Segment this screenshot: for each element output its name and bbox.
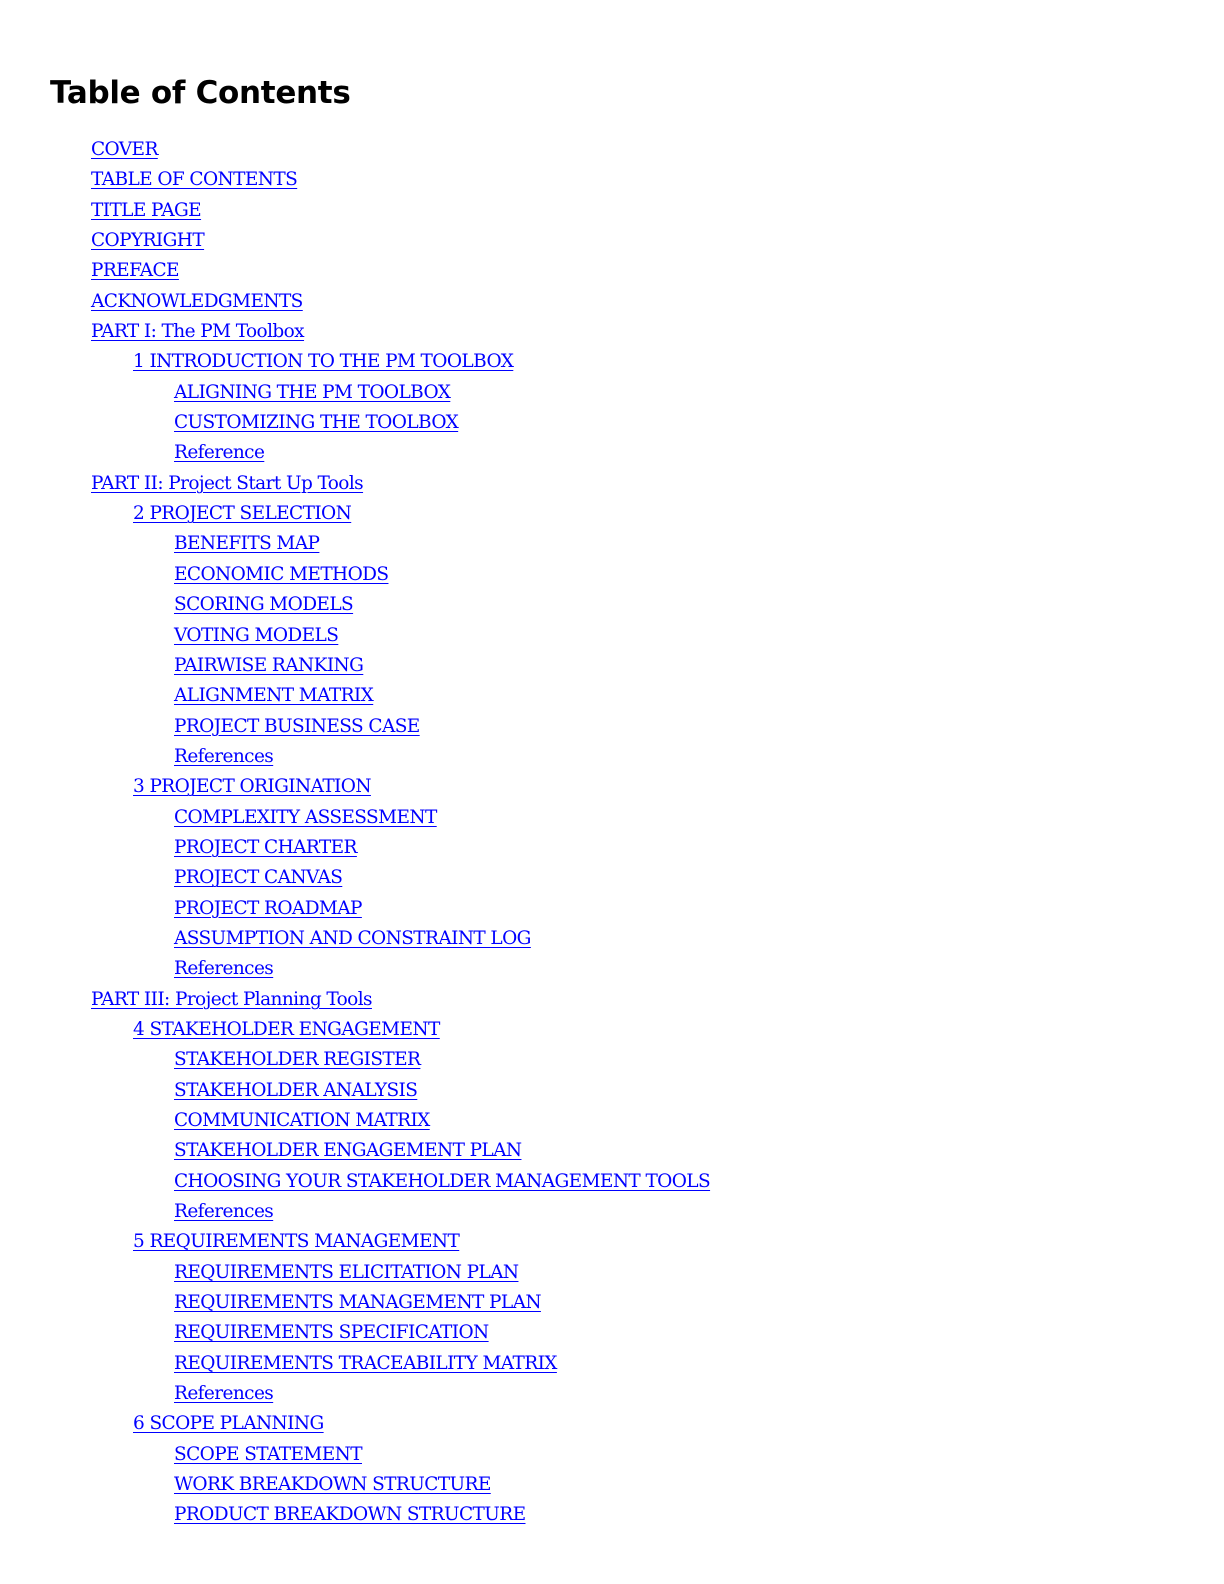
toc-link[interactable]: CHOOSING YOUR STAKEHOLDER MANAGEMENT TOOLS [174,1170,711,1192]
toc-link[interactable]: REQUIREMENTS TRACEABILITY MATRIX [174,1352,557,1374]
toc-entry [0,1106,1224,1136]
toc-entry [0,924,1224,954]
toc-link[interactable]: ALIGNMENT MATRIX [174,685,374,707]
toc-entry [0,1349,1224,1379]
toc-entry [0,469,1224,499]
toc-entry [0,1288,1224,1318]
toc-entry [0,287,1224,317]
toc-link[interactable]: PROJECT ROADMAP [174,897,362,919]
toc-entry [0,378,1224,408]
toc-link[interactable]: REQUIREMENTS SPECIFICATION [174,1322,489,1344]
toc-entry [0,621,1224,651]
toc-link[interactable]: 1 INTRODUCTION TO THE PM TOOLBOX [133,351,514,373]
toc-link[interactable]: PART II: Project Start Up Tools [91,472,364,494]
toc-link[interactable]: SCOPE STATEMENT [174,1443,362,1465]
toc-link[interactable]: ECONOMIC METHODS [174,563,389,585]
toc-link[interactable]: PROJECT CANVAS [174,867,343,889]
toc-link[interactable]: ALIGNING THE PM TOOLBOX [174,381,451,403]
toc-entry [0,408,1224,438]
toc-link[interactable]: COMMUNICATION MATRIX [174,1110,430,1131]
toc-entry [0,1227,1224,1257]
toc-link[interactable]: 5 REQUIREMENTS MANAGEMENT [133,1231,460,1253]
toc-entry [0,954,1224,984]
toc-link[interactable]: ASSUMPTION AND CONSTRAINT LOG [174,927,531,949]
toc-link[interactable]: PAIRWISE RANKING [174,654,364,676]
toc-entry [0,499,1224,529]
toc-entry [0,712,1224,742]
toc-entry [0,1076,1224,1106]
toc-link[interactable]: PROJECT CHARTER [174,836,357,858]
toc-link[interactable]: WORK BREAKDOWN STRUCTURE [174,1474,491,1496]
toc-entry [0,1440,1224,1470]
toc-entry [0,1197,1224,1227]
toc-entry [0,529,1224,559]
toc-entry [0,590,1224,620]
toc-entry [0,1379,1224,1409]
toc-link[interactable]: 2 PROJECT SELECTION [133,503,352,525]
toc-entry [0,772,1224,802]
toc-link[interactable]: CUSTOMIZING THE TOOLBOX [174,412,459,434]
toc-entry [0,863,1224,893]
toc-link[interactable]: VOTING MODELS [174,624,339,646]
toc-link[interactable]: BENEFITS MAP [174,533,320,555]
toc-link[interactable]: 6 SCOPE PLANNING [133,1413,324,1435]
toc-link[interactable]: STAKEHOLDER ENGAGEMENT PLAN [174,1140,522,1162]
toc-entry [0,1167,1224,1197]
toc-entry [0,1409,1224,1439]
toc-entry [0,651,1224,681]
toc-entry [0,165,1224,195]
toc-link[interactable]: References [174,745,274,767]
toc-entry [0,833,1224,863]
toc-entry [0,560,1224,590]
toc-entry [0,985,1224,1015]
toc-link[interactable]: PROJECT BUSINESS CASE [174,715,420,737]
toc-link[interactable]: TABLE OF CONTENTS [91,169,298,191]
toc-entry [0,226,1224,256]
toc-entry [0,196,1224,226]
toc-entry [0,347,1224,377]
toc-link[interactable]: References [174,1201,274,1223]
toc-link[interactable]: SCORING MODELS [174,594,354,616]
toc-link[interactable]: ACKNOWLEDGMENTS [91,290,303,312]
toc-entry [0,317,1224,347]
table-of-contents-list [0,135,1224,1531]
toc-link[interactable]: STAKEHOLDER ANALYSIS [174,1079,418,1101]
toc-link[interactable]: PRODUCT BREAKDOWN STRUCTURE [174,1504,526,1526]
toc-link[interactable]: COVER [91,139,158,160]
toc-link[interactable]: 4 STAKEHOLDER ENGAGEMENT [133,1018,440,1040]
toc-link[interactable]: References [174,958,274,980]
toc-entry [0,681,1224,711]
toc-link[interactable]: TITLE PAGE [91,199,202,221]
toc-entry [0,135,1224,165]
toc-entry [0,1318,1224,1348]
toc-entry [0,894,1224,924]
toc-entry [0,742,1224,772]
toc-link[interactable]: PREFACE [91,260,179,282]
toc-link[interactable]: 3 PROJECT ORIGINATION [133,776,371,798]
toc-entry [0,1500,1224,1530]
toc-link[interactable]: Reference [174,442,265,464]
toc-link[interactable]: COPYRIGHT [91,230,205,252]
toc-entry [0,438,1224,468]
toc-entry [0,803,1224,833]
toc-link[interactable]: REQUIREMENTS MANAGEMENT PLAN [174,1292,541,1314]
toc-entry [0,1258,1224,1288]
toc-entry [0,1045,1224,1075]
toc-link[interactable]: REQUIREMENTS ELICITATION PLAN [174,1261,519,1283]
toc-link[interactable]: PART I: The PM Toolbox [91,321,305,343]
toc-link[interactable]: PART III: Project Planning Tools [91,988,372,1010]
toc-link[interactable]: COMPLEXITY ASSESSMENT [174,806,437,828]
toc-entry [0,1470,1224,1500]
toc-link[interactable]: References [174,1383,274,1405]
toc-entry [0,1015,1224,1045]
toc-entry [0,256,1224,286]
toc-link[interactable]: STAKEHOLDER REGISTER [174,1049,421,1071]
page-title: Table of Contents [50,75,351,111]
toc-entry [0,1136,1224,1166]
